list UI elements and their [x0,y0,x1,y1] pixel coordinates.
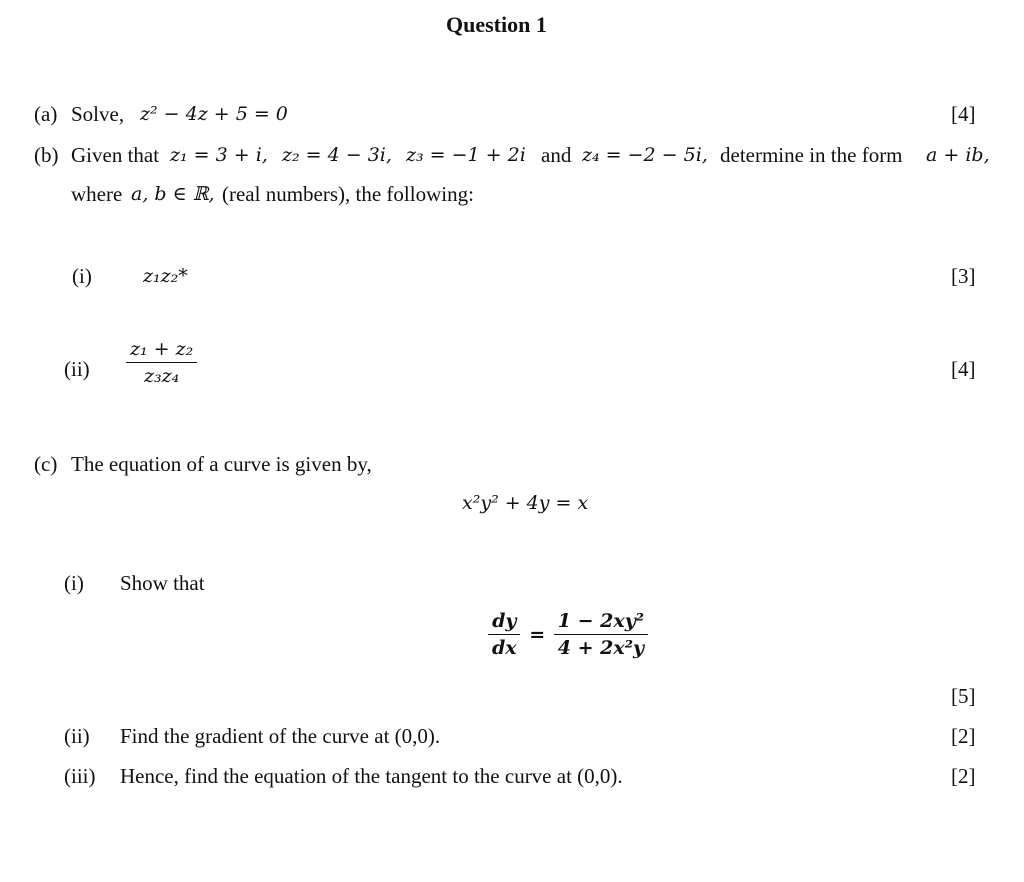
part-b-i-label: (i) [72,264,92,288]
curve-equation: x²y² + 4y = x [462,492,589,514]
determine-text: determine in the form [720,143,903,167]
part-b-ii-marks: [4] [951,357,976,381]
equals-sign: = [529,623,546,646]
part-c-i-marks: [5] [951,684,976,708]
part-b-ii-fraction [126,340,197,386]
part-b-label: (b) [34,143,59,167]
part-b-i-marks: [3] [951,264,976,288]
part-c-ii-text: Find the gradient of the curve at (0,0). [120,724,441,748]
part-a-marks: [4] [951,102,976,126]
dy-numerator: dy [488,612,520,635]
part-b-ii-label: (ii) [64,357,90,381]
form-expression: a + ib, [926,144,990,166]
real-numbers-text: (real numbers), the following: [222,182,474,206]
fraction-numerator: z₁ + z₂ [126,340,197,363]
fraction-denominator: z₃z₄ [144,365,180,387]
part-c-ii-label: (ii) [64,724,90,748]
part-a-label: (a) [34,102,58,126]
z4-definition: z₄ = −2 − 5i, [582,144,708,166]
dx-denominator: dx [492,637,517,659]
ab-set: a, b ∈ ℝ, [131,183,215,205]
part-c-label: (c) [34,452,58,476]
part-a-equation: z² − 4z + 5 = 0 [140,103,288,125]
part-c-i-label: (i) [64,571,84,595]
part-c-iii-label: (iii) [64,764,96,788]
z2-definition: z₂ = 4 − 3i, [282,144,392,166]
rhs-denominator: 4 + 2x²y [557,637,645,659]
part-c-text: The equation of a curve is given by, [71,452,372,476]
part-c-iii-text: Hence, find the equation of the tangent to the curve at (0,0). [120,764,623,788]
and-word: and [541,143,572,167]
part-c-ii-marks: [2] [951,724,976,748]
where-text: where [71,182,123,206]
part-a-text: Solve, [71,102,125,126]
z3-definition: z₃ = −1 + 2i [406,144,526,166]
part-c-iii-marks: [2] [951,764,976,788]
rhs-numerator: 1 − 2xy² [554,612,648,635]
part-b-intro: Given that [71,143,160,167]
z1-definition: z₁ = 3 + i, [170,144,268,166]
question-title: Question 1 [446,12,547,37]
part-b-i-expression: z₁z₂* [143,265,188,287]
show-that-text: Show that [120,571,205,595]
derivative-equation [488,612,648,658]
